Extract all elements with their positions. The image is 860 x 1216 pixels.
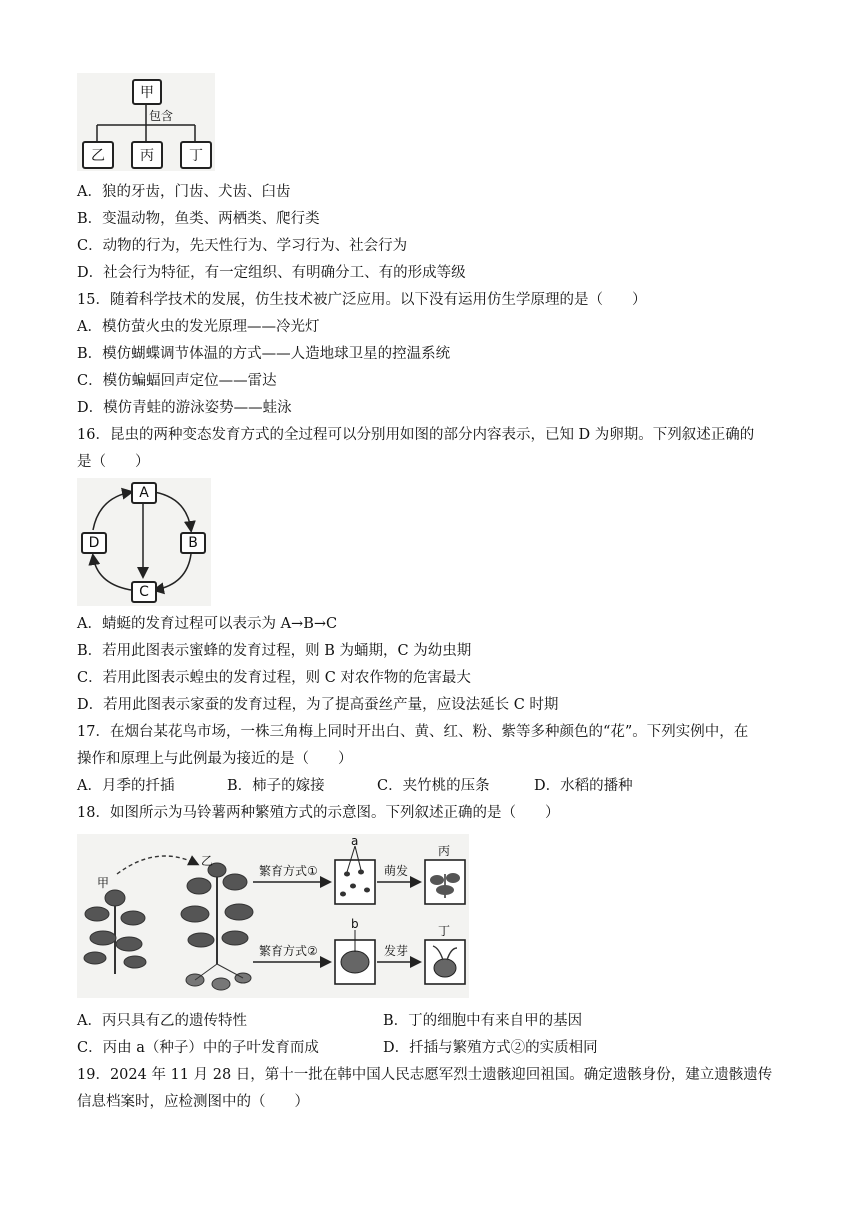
label-sprout2: 发芽 [384, 944, 409, 958]
cycle-box-c: C [131, 581, 157, 603]
q19-stem-line2: 信息档案时，应检测图中的（ ） [77, 1094, 309, 1110]
label-bing: 丙 [438, 844, 451, 858]
q17-options [77, 776, 633, 796]
q17-stem-line2: 操作和原理上与此例最为接近的是（ ） [77, 751, 353, 767]
q18-option-b: B．丁的细胞中有来自甲的基因 [383, 1013, 583, 1029]
q14-option-c: C．动物的行为，先天性行为、学习行为、社会行为 [77, 238, 408, 254]
q18-option-d: D．扦插与繁殖方式②的实质相同 [383, 1040, 598, 1056]
relation-label: 包含 [149, 109, 174, 123]
box-bing: 丙 [131, 141, 163, 169]
plant-jia [84, 890, 146, 974]
q16-stem-line1: 16．昆虫的两种变态发育方式的全过程可以分别用如图的部分内容表示，已知 D 为卵期。下列叙述正确的 [77, 427, 755, 443]
q15-option-d: D．模仿青蛙的游泳姿势——蛙泳 [77, 400, 292, 416]
cycle-box-b: B [180, 532, 206, 554]
cycle-figure [77, 478, 211, 606]
plant-yi [181, 863, 253, 990]
label-ding: 丁 [438, 924, 451, 938]
hierarchy-figure [77, 73, 215, 171]
q18-option-a: A．丙只具有乙的遗传特性 [77, 1013, 247, 1029]
q15-stem: 15．随着科学技术的发展，仿生技术被广泛应用。以下没有运用仿生学原理的是（ ） [77, 292, 647, 308]
q14-option-d: D．社会行为特征，有一定组织、有明确分工、有的形成等级 [77, 265, 466, 281]
label-method2: 繁育方式② [259, 944, 318, 958]
q16-option-a: A．蜻蜓的发育过程可以表示为 A→B→C [77, 616, 338, 632]
q18-stem: 18．如图所示为马铃薯两种繁殖方式的示意图。下列叙述正确的是（ ） [77, 805, 560, 821]
q17-option-c: C．夹竹桃的压条 [377, 778, 490, 794]
label-jia: 甲 [97, 876, 110, 890]
q18-option-c: C．丙由 a（种子）中的子叶发育而成 [77, 1040, 319, 1056]
q16-option-d: D．若用此图表示家蚕的发育过程，为了提高蚕丝产量，应设法延长 C 时期 [77, 697, 559, 713]
potato-diagram [77, 834, 469, 998]
label-a: a [351, 834, 359, 848]
q17-option-b: B．柿子的嫁接 [227, 778, 325, 794]
q16-option-b: B．若用此图表示蜜蜂的发育过程，则 B 为蛹期，C 为幼虫期 [77, 643, 472, 659]
q15-option-c: C．模仿蝙蝠回声定位——雷达 [77, 373, 277, 389]
q17-option-a: A．月季的扦插 [77, 778, 175, 794]
q14-option-b: B．变温动物，鱼类、两栖类、爬行类 [77, 211, 320, 227]
label-b: b [351, 917, 359, 931]
q16-option-c: C．若用此图表示蝗虫的发育过程，则 C 对农作物的危害最大 [77, 670, 471, 686]
q18-options-row2 [77, 1038, 598, 1058]
box-jia: 甲 [132, 79, 162, 105]
potato-figure [77, 834, 469, 998]
q19-stem-line1: 19．2024 年 11 月 28 日，第十一批在韩中国人民志愿军烈士遗骸迎回祖国。确定遗骸身份，建立遗骸遗传 [77, 1067, 773, 1083]
cycle-box-a: A [131, 482, 157, 504]
q18-options-row1 [77, 1011, 582, 1031]
label-method1: 繁育方式① [259, 864, 318, 878]
label-sprout1: 萌发 [384, 864, 409, 878]
cycle-box-d: D [81, 532, 107, 554]
q14-option-a: A．狼的牙齿，门齿、犬齿、臼齿 [77, 184, 291, 200]
q15-option-a: A．模仿萤火虫的发光原理——冷光灯 [77, 319, 320, 335]
box-yi: 乙 [82, 141, 114, 169]
label-yi: 乙 [201, 854, 214, 868]
q17-stem-line1: 17．在烟台某花鸟市场，一株三角梅上同时开出白、黄、红、粉、紫等多种颜色的“花”。下列实例中，在 [77, 724, 749, 740]
q15-option-b: B．模仿蝴蝶调节体温的方式——人造地球卫星的控温系统 [77, 346, 451, 362]
q17-option-d: D．水稻的播种 [534, 778, 633, 794]
box-ding: 丁 [180, 141, 212, 169]
q16-stem-line2: 是（ ） [77, 454, 150, 470]
